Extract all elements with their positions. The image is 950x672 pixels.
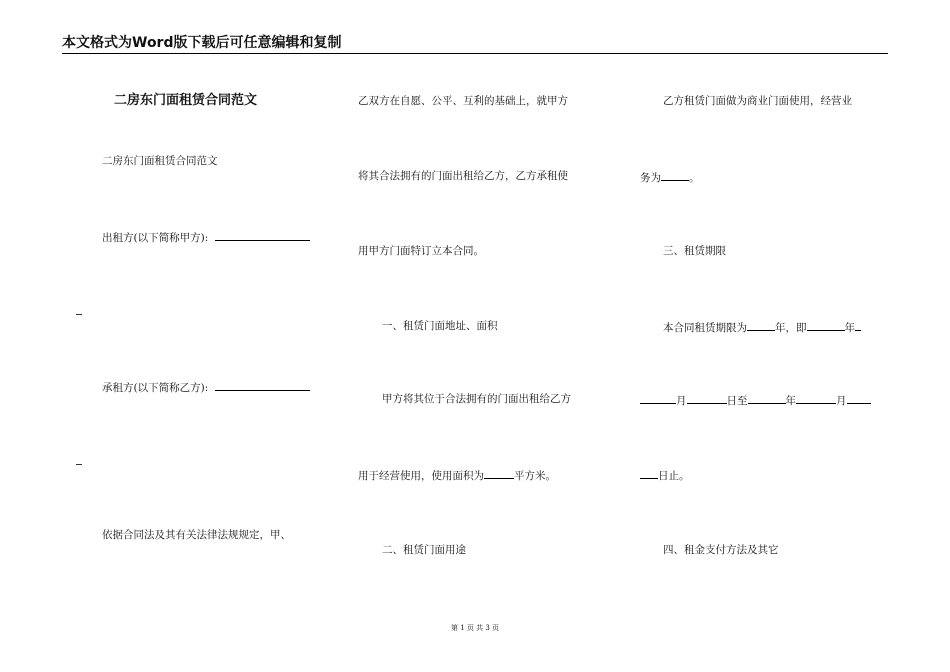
subtitle: 二房东门面租赁合同范文 bbox=[102, 155, 218, 167]
business-end: 。 bbox=[689, 172, 700, 184]
start-month-blank-a bbox=[855, 319, 861, 331]
margin-marker bbox=[76, 314, 82, 315]
intro-line: 依据合同法及其有关法律法规规定，甲、 bbox=[102, 529, 291, 541]
document-title: 二房东门面租赁合同范文 bbox=[114, 93, 258, 108]
section-4-heading: 四、租金支付方法及其它 bbox=[663, 544, 779, 556]
term-label: 本合同租赁期限为 bbox=[663, 322, 747, 334]
col3-line-1: 乙方租赁门面做为商业门面使用，经营业 bbox=[663, 95, 852, 107]
page-header: 本文格式为Word版下载后可任意编辑和复制 bbox=[62, 35, 342, 51]
area-unit: 平方米。 bbox=[514, 470, 556, 482]
col2-line-1: 乙双方在自愿、公平、互利的基础上，就甲方 bbox=[358, 95, 568, 107]
lessee-line bbox=[102, 379, 310, 395]
lessor-label: 出租方(以下简称甲方): bbox=[102, 232, 209, 244]
section-1-line-1: 甲方将其位于合法拥有的门面出租给乙方 bbox=[382, 393, 571, 405]
term-years-blank bbox=[747, 319, 775, 331]
term-years-unit: 年，即 bbox=[775, 322, 807, 334]
page-footer: 第 1 页 共 3 页 bbox=[450, 624, 500, 632]
lessor-line bbox=[102, 229, 310, 245]
lessee-label: 承租方(以下简称乙方): bbox=[102, 382, 209, 394]
area-label: 用于经营使用，使用面积为 bbox=[358, 470, 484, 482]
start-year-unit: 年 bbox=[844, 322, 855, 334]
end-month-blank bbox=[796, 392, 836, 404]
section-1-heading: 一、租赁门面地址、面积 bbox=[382, 320, 498, 332]
end-day-unit: 日止。 bbox=[658, 470, 690, 482]
section-2-heading: 二、租赁门面用途 bbox=[382, 544, 466, 556]
business-line bbox=[640, 169, 700, 185]
term-line bbox=[663, 319, 861, 335]
margin-marker bbox=[76, 464, 82, 465]
end-line bbox=[640, 467, 690, 483]
lessor-blank bbox=[215, 229, 310, 241]
business-blank bbox=[661, 169, 689, 181]
col2-line-2: 将其合法拥有的门面出租给乙方，乙方承租使 bbox=[358, 170, 568, 182]
start-month-blank bbox=[640, 392, 676, 404]
area-line bbox=[358, 467, 556, 483]
end-month-unit: 月 bbox=[836, 395, 847, 407]
start-day-blank bbox=[687, 392, 727, 404]
header-rule bbox=[62, 53, 888, 54]
start-year-blank bbox=[807, 319, 845, 331]
start-month-unit: 月 bbox=[676, 395, 687, 407]
start-day-unit: 日至 bbox=[726, 395, 748, 407]
end-year-blank bbox=[748, 392, 786, 404]
col2-line-3: 用甲方门面特订立本合同。 bbox=[358, 245, 484, 257]
end-year-unit: 年 bbox=[785, 395, 796, 407]
business-label: 务为 bbox=[640, 172, 661, 184]
area-blank bbox=[484, 467, 514, 479]
section-3-heading: 三、租赁期限 bbox=[663, 245, 726, 257]
lessee-blank bbox=[215, 379, 310, 391]
end-day-blank bbox=[640, 467, 658, 479]
end-day-blank-a bbox=[847, 392, 871, 404]
date-line bbox=[640, 392, 871, 408]
